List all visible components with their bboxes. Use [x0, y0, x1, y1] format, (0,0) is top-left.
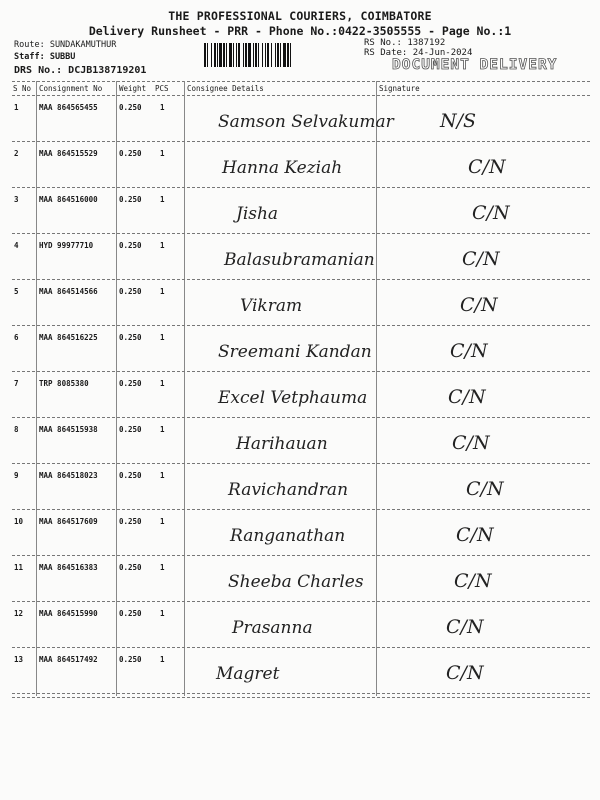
- drs-number: DRS No.: DCJB138719201: [14, 65, 147, 76]
- row-weight: 0.250: [119, 333, 142, 342]
- row-sno: 13: [14, 655, 24, 664]
- row-signature: C/N: [446, 662, 484, 684]
- row-weight: 0.250: [119, 425, 142, 434]
- row-divider: [12, 693, 590, 694]
- row-consignment-no: MAA 864515990: [39, 609, 98, 618]
- row-consignment-no: MAA 864517492: [39, 655, 98, 664]
- row-signature: C/N: [454, 570, 492, 592]
- row-divider: [12, 509, 590, 510]
- row-pcs: 1: [160, 425, 165, 434]
- rs-number: RS No.: 1387192: [364, 38, 446, 48]
- row-consignee-name: Prasanna: [232, 618, 313, 638]
- row-consignee-name: Sreemani Kandan: [218, 342, 372, 362]
- row-sno: 10: [14, 517, 24, 526]
- row-pcs: 1: [160, 379, 165, 388]
- row-sno: 11: [14, 563, 24, 572]
- row-pcs: 1: [160, 149, 165, 158]
- col-header-consignment: Consignment No: [39, 84, 103, 93]
- row-divider: [12, 463, 590, 464]
- route-label: Route: SUNDAKAMUTHUR: [14, 40, 117, 50]
- row-pcs: 1: [160, 471, 165, 480]
- row-signature: C/N: [448, 386, 486, 408]
- row-sno: 6: [14, 333, 19, 342]
- row-divider: [12, 279, 590, 280]
- row-divider: [12, 647, 590, 648]
- table-row: [0, 513, 600, 559]
- row-sno: 4: [14, 241, 19, 250]
- table-row: [0, 237, 600, 283]
- row-signature: C/N: [468, 156, 506, 178]
- staff-label: Staff: SUBBU: [14, 52, 76, 62]
- table-bottom-rule: [12, 697, 590, 698]
- row-divider: [12, 601, 590, 602]
- row-pcs: 1: [160, 333, 165, 342]
- table-top-rule: [12, 81, 590, 82]
- row-sno: 8: [14, 425, 19, 434]
- row-consignee-name: Jisha: [236, 204, 279, 224]
- row-signature: C/N: [472, 202, 510, 224]
- row-weight: 0.250: [119, 379, 142, 388]
- row-consignment-no: HYD 99977710: [39, 241, 94, 250]
- row-sno: 12: [14, 609, 24, 618]
- table-row: [0, 99, 600, 145]
- row-signature: C/N: [462, 248, 500, 270]
- row-signature: C/N: [446, 616, 484, 638]
- document-delivery-stamp: DOCUMENT DELIVERY: [392, 57, 558, 73]
- row-weight: 0.250: [119, 195, 142, 204]
- row-weight: 0.250: [119, 471, 142, 480]
- row-divider: [12, 555, 590, 556]
- row-consignment-no: MAA 864518023: [39, 471, 98, 480]
- row-weight: 0.250: [119, 609, 142, 618]
- row-pcs: 1: [160, 195, 165, 204]
- col-header-signature: Signature: [379, 84, 420, 93]
- row-consignment-no: MAA 864516225: [39, 333, 98, 342]
- row-consignee-name: Vikram: [240, 296, 303, 316]
- row-divider: [12, 141, 590, 142]
- row-consignment-no: MAA 864514566: [39, 287, 98, 296]
- barcode-image: [204, 43, 356, 67]
- col-header-consignee: Consignee Details: [187, 84, 264, 93]
- rs-date: RS Date: 24-Jun-2024: [364, 48, 473, 58]
- row-sno: 3: [14, 195, 19, 204]
- row-signature: C/N: [460, 294, 498, 316]
- row-consignee-name: Magret: [216, 664, 280, 684]
- table-row: [0, 651, 600, 697]
- row-sno: 9: [14, 471, 19, 480]
- col-header-pcs: PCS: [155, 84, 169, 93]
- row-pcs: 1: [160, 517, 165, 526]
- table-row: [0, 145, 600, 191]
- row-consignment-no: MAA 864516383: [39, 563, 98, 572]
- row-divider: [12, 325, 590, 326]
- row-consignment-no: MAA 864515529: [39, 149, 98, 158]
- row-signature: C/N: [452, 432, 490, 454]
- row-pcs: 1: [160, 287, 165, 296]
- runsheet-subtitle: Delivery Runsheet - PRR - Phone No.:0422-3505555 - Page No.:1: [88, 24, 512, 38]
- row-pcs: 1: [160, 609, 165, 618]
- row-consignee-name: Hanna Keziah: [222, 158, 343, 178]
- row-consignee-name: Sheeba Charles: [228, 572, 364, 592]
- row-pcs: 1: [160, 103, 165, 112]
- row-signature: C/N: [466, 478, 504, 500]
- row-pcs: 1: [160, 241, 165, 250]
- row-consignment-no: MAA 864515938: [39, 425, 98, 434]
- row-weight: 0.250: [119, 563, 142, 572]
- row-signature: C/N: [450, 340, 488, 362]
- row-consignment-no: MAA 864516000: [39, 195, 98, 204]
- row-weight: 0.250: [119, 103, 142, 112]
- row-divider: [12, 187, 590, 188]
- table-row: [0, 375, 600, 421]
- row-consignee-name: Ranganathan: [230, 526, 346, 546]
- row-sno: 7: [14, 379, 19, 388]
- row-pcs: 1: [160, 563, 165, 572]
- row-consignment-no: TRP 8085380: [39, 379, 89, 388]
- table-row: [0, 605, 600, 651]
- row-weight: 0.250: [119, 287, 142, 296]
- row-sno: 5: [14, 287, 19, 296]
- row-consignee-name: Balasubramanian: [224, 250, 375, 270]
- row-divider: [12, 233, 590, 234]
- row-divider: [12, 417, 590, 418]
- row-weight: 0.250: [119, 655, 142, 664]
- row-sno: 1: [14, 103, 19, 112]
- table-row: [0, 329, 600, 375]
- col-header-weight: Weight: [119, 84, 147, 93]
- row-signature: N/S: [440, 110, 477, 132]
- row-consignment-no: MAA 864517609: [39, 517, 98, 526]
- row-weight: 0.250: [119, 241, 142, 250]
- header-bottom-rule: [12, 95, 590, 96]
- row-consignee-name: Harihauan: [236, 434, 328, 454]
- table-row: [0, 467, 600, 513]
- row-weight: 0.250: [119, 517, 142, 526]
- table-row: [0, 283, 600, 329]
- row-weight: 0.250: [119, 149, 142, 158]
- row-divider: [12, 371, 590, 372]
- row-sno: 2: [14, 149, 19, 158]
- row-consignment-no: MAA 864565455: [39, 103, 98, 112]
- row-consignee-name: Samson Selvakumar: [218, 112, 394, 132]
- row-pcs: 1: [160, 655, 165, 664]
- company-title: THE PROFESSIONAL COURIERS, COIMBATORE: [168, 9, 432, 23]
- row-consignee-name: Ravichandran: [228, 480, 349, 500]
- table-row: [0, 191, 600, 237]
- row-consignee-name: Excel Vetphauma: [218, 388, 368, 408]
- table-row: [0, 421, 600, 467]
- row-signature: C/N: [456, 524, 494, 546]
- col-header-sno: S No: [13, 84, 32, 93]
- table-row: [0, 559, 600, 605]
